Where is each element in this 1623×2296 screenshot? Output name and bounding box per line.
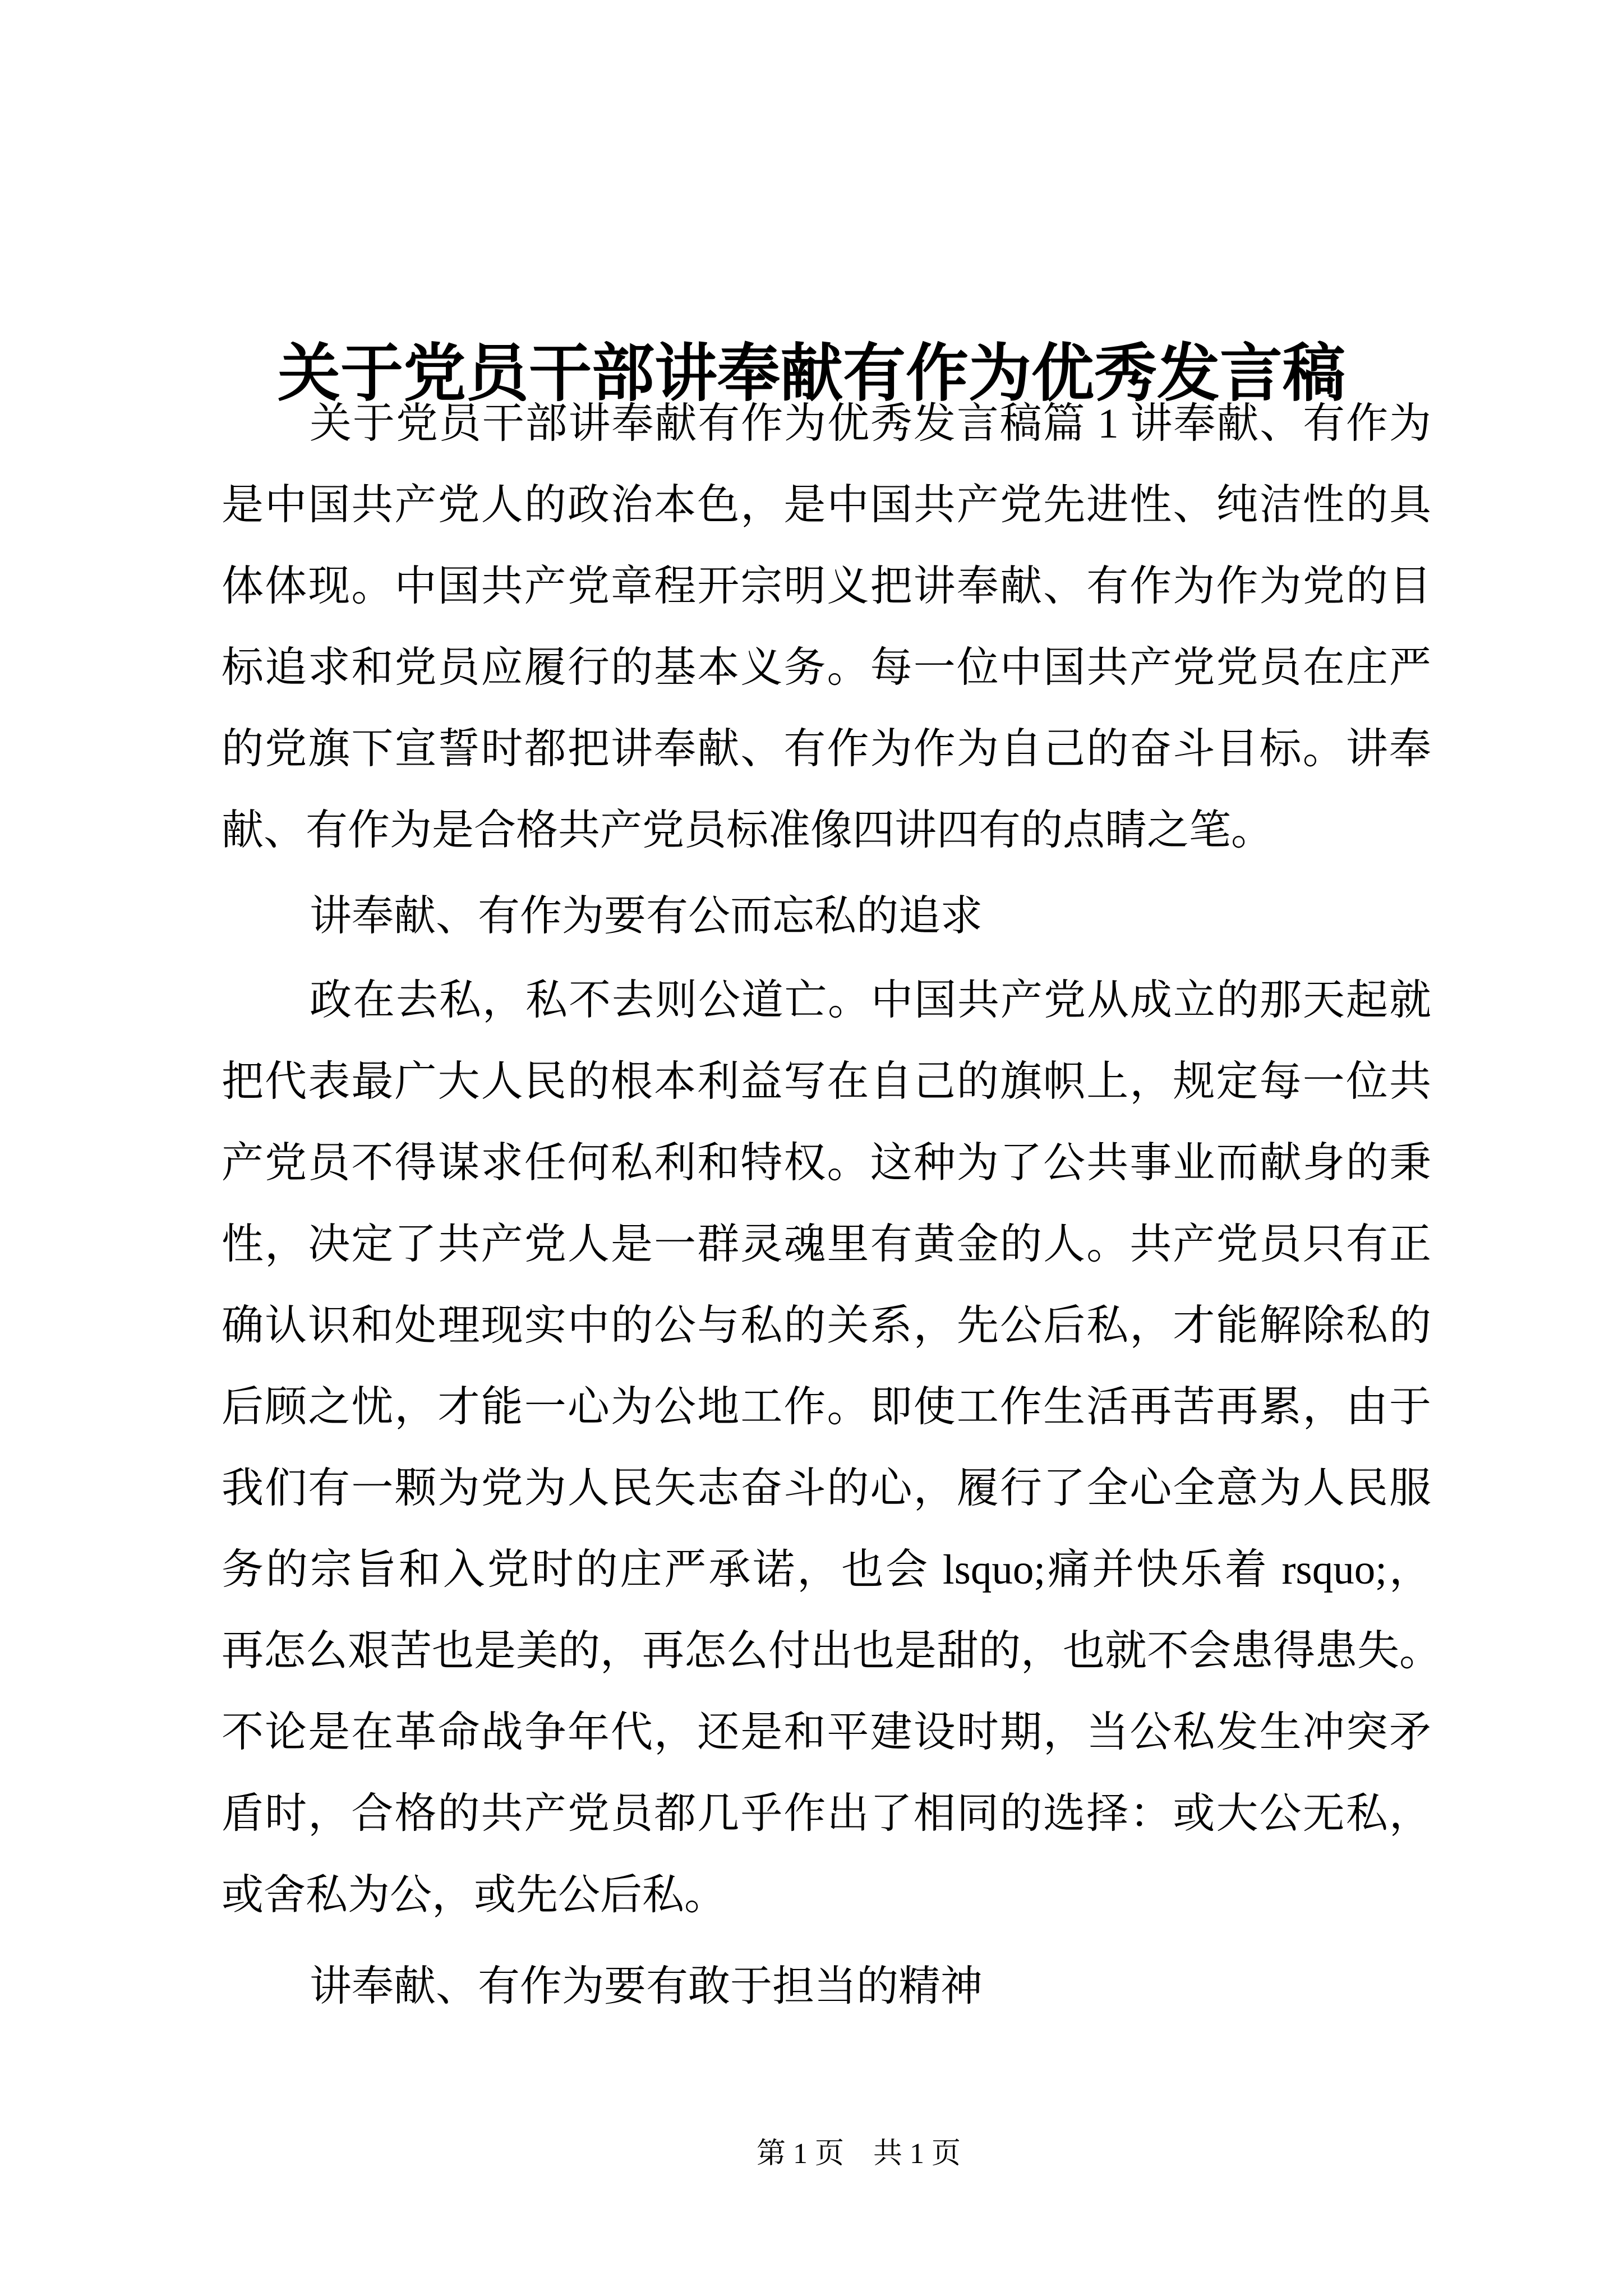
document-body [222, 383, 1442, 2027]
paragraph-line: 我们有一颗为党为人民矢志奋斗的心，履行了全心全意为人民服 [222, 1465, 1431, 1512]
section-heading [222, 1946, 1431, 2027]
paragraph-line: 是中国共产党人的政治本色，是中国共产党先进性、纯洁性的具 [222, 482, 1431, 528]
paragraph-line: 确认识和处理现实中的公与私的关系，先公后私，才能解除私的 [222, 1303, 1431, 1349]
paragraph-line: 盾时，合格的共产党员都几乎作出了相同的选择：或大公无私， [222, 1791, 1431, 1837]
body-paragraph [222, 383, 1431, 871]
paragraph-line: 政在去私，私不去则公道亡。中国共产党从成立的那天起就 [310, 977, 1431, 1024]
paragraph-line: 把代表最广大人民的根本利益写在自己的旗帜上，规定每一位共 [222, 1059, 1431, 1105]
paragraph-line: 后顾之忧，才能一心为公地工作。即使工作生活再苦再累，由于 [222, 1384, 1431, 1430]
section-heading [222, 876, 1431, 957]
page-footer [757, 2134, 961, 2174]
page-number-current: 第 1 页 [756, 2138, 844, 2170]
paragraph-line: 体体现。中国共产党章程开宗明义把讲奉献、有作为作为党的目 [222, 563, 1431, 610]
paragraph-line: 的党旗下宣誓时都把讲奉献、有作为作为自己的奋斗目标。讲奉 [222, 726, 1431, 772]
paragraph-line: 标追求和党员应履行的基本义务。每一位中国共产党党员在庄严 [222, 645, 1431, 691]
paragraph-line: 不论是在革命战争年代，还是和平建设时期，当公私发生冲突矛 [222, 1709, 1431, 1756]
body-paragraph [222, 960, 1442, 1936]
paragraph-line: 或舍私为公，或先公后私。 [222, 1872, 727, 1918]
paragraph-line: 再怎么艰苦也是美的，再怎么付出也是甜的，也就不会患得患失。 [222, 1628, 1442, 1674]
page-count-total: 共 1 页 [873, 2138, 961, 2170]
document-title: 关于党员干部讲奉献有作为优秀发言稿 [278, 339, 1345, 409]
heading-text: 讲奉献、有作为要有公而忘私的追求 [310, 893, 983, 940]
paragraph-line: 献、有作为是合格共产党员标准像四讲四有的点睛之笔。 [222, 807, 1274, 854]
paragraph-line: 性，决定了共产党人是一群灵魂里有黄金的人。共产党员只有正 [222, 1221, 1431, 1268]
paragraph-line: 关于党员干部讲奉献有作为优秀发言稿篇 1 讲奉献、有作为 [310, 401, 1431, 447]
paragraph-line: 务的宗旨和入党时的庄严承诺，也会 lsquo;痛并快乐着 rsquo;， [222, 1547, 1431, 1593]
paragraph-line: 产党员不得谋求任何私利和特权。这种为了公共事业而献身的秉 [222, 1140, 1431, 1186]
heading-text: 讲奉献、有作为要有敢于担当的精神 [310, 1963, 983, 2010]
